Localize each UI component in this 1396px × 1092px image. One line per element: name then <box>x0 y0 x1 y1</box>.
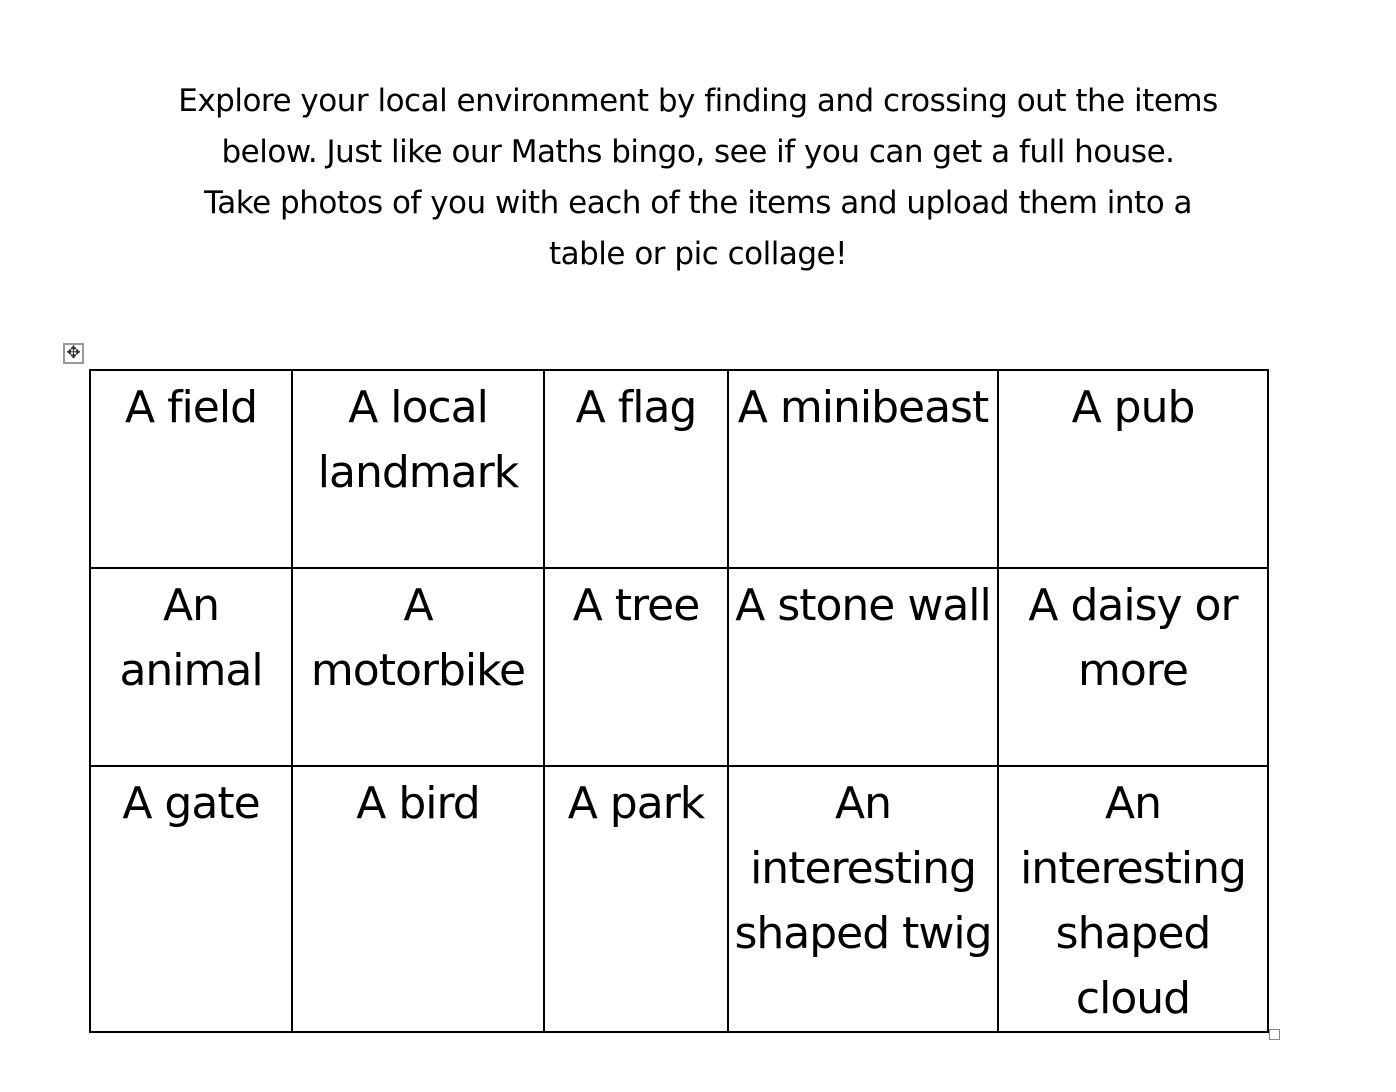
table-cell: A local landmark <box>292 370 544 568</box>
table-cell: A field <box>90 370 292 568</box>
table-row <box>90 766 1268 1032</box>
table-cell: An animal <box>90 568 292 766</box>
table-cell: A motorbike <box>292 568 544 766</box>
table-cell: A gate <box>90 766 292 1032</box>
table-cell: A pub <box>998 370 1268 568</box>
intro-paragraph <box>60 76 1336 280</box>
table-cell: A minibeast <box>728 370 998 568</box>
table-row <box>90 370 1268 568</box>
table-cell: A daisy or more <box>998 568 1268 766</box>
intro-line: table or pic collage! <box>548 236 848 272</box>
table-cell: An interesting shaped twig <box>728 766 998 1032</box>
table-cell: An interesting shaped cloud <box>998 766 1268 1032</box>
table-resize-handle[interactable] <box>1269 1029 1280 1040</box>
table-cell: A park <box>544 766 728 1032</box>
table-cell: A stone wall <box>728 568 998 766</box>
intro-line: below. Just like our Maths bingo, see if you can get a full house. <box>221 134 1175 170</box>
table-cell: A tree <box>544 568 728 766</box>
table-move-handle-icon[interactable]: ✥ <box>63 343 84 364</box>
table-cell: A bird <box>292 766 544 1032</box>
table-cell: A flag <box>544 370 728 568</box>
intro-line: Explore your local environment by finding and crossing out the items <box>178 83 1218 119</box>
bingo-table <box>89 369 1269 1033</box>
intro-line: Take photos of you with each of the items and upload them into a <box>203 185 1193 221</box>
table-row <box>90 568 1268 766</box>
